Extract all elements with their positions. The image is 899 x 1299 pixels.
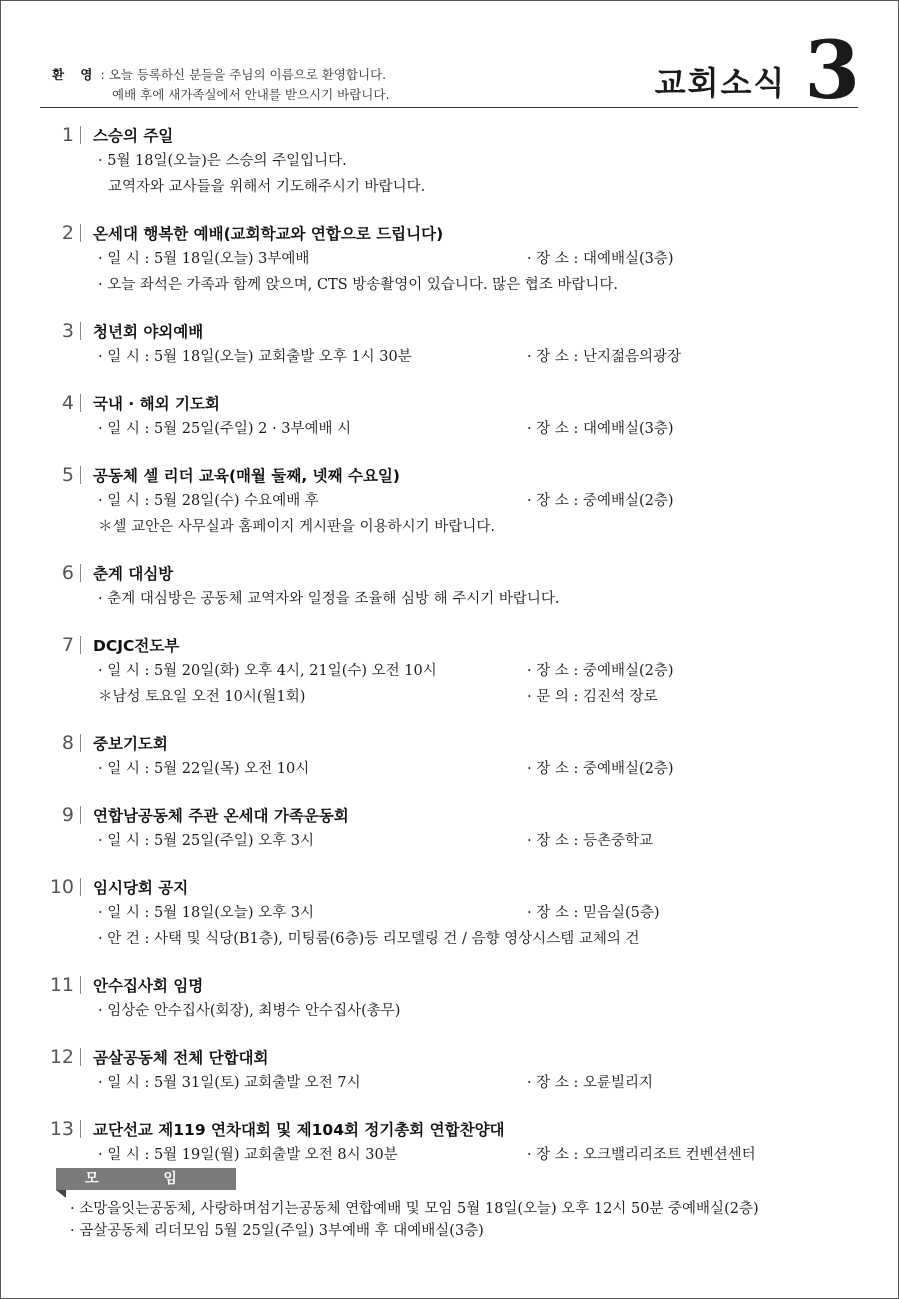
news-item [40, 318, 860, 370]
item-detail-line [40, 488, 860, 514]
detail-text: · 일 시 : 5월 19일(월) 교회출발 오전 8시 30분 [98, 1147, 398, 1163]
item-title: 국내 · 해외 기도회 [93, 395, 220, 413]
item-title: 춘계 대심방 [93, 565, 174, 583]
item-title: 공동체 셀 리더 교육(매월 둘째, 넷째 수요일) [93, 467, 400, 485]
detail-location: · 장 소 : 중예배실(2층) [527, 493, 674, 509]
item-number: 1 [61, 124, 74, 146]
news-item [40, 632, 860, 710]
news-item-header [40, 632, 860, 658]
number-divider [80, 878, 81, 896]
item-title: 연합남공동체 주관 온세대 가족운동회 [93, 807, 349, 825]
header-divider [40, 107, 858, 108]
detail-location: · 장 소 : 중예배실(2층) [527, 761, 674, 777]
gathering-line: · 소망을잇는공동체, 사랑하며섬기는공동체 연합예배 및 모임 5월 18일(오늘) 오후 12시 50분 중예배실(2층) [70, 1201, 759, 1217]
item-title: DCJC전도부 [93, 637, 180, 655]
item-detail-line [40, 586, 860, 612]
item-detail-line [40, 1142, 860, 1168]
detail-location: · 장 소 : 등촌중학교 [527, 833, 653, 849]
news-item-header [40, 972, 860, 998]
news-item-header [40, 220, 860, 246]
detail-location: · 장 소 : 믿음실(5층) [527, 905, 660, 921]
item-title: 곰살공동체 전체 단합대회 [93, 1049, 269, 1067]
item-title: 임시당회 공지 [93, 879, 189, 897]
item-detail-line [40, 1070, 860, 1096]
gathering-list [70, 1198, 759, 1242]
gathering-line: · 곰살공동체 리더모임 5월 25일(주일) 3부예배 후 대예배실(3층) [70, 1223, 484, 1239]
news-item [40, 802, 860, 854]
number-divider [80, 224, 81, 242]
number-divider [80, 976, 81, 994]
item-detail-line [40, 148, 860, 174]
item-title: 안수집사회 임명 [93, 977, 204, 995]
item-number: 8 [61, 732, 74, 754]
item-detail-line [40, 998, 860, 1024]
item-detail-line [40, 416, 860, 442]
item-number: 7 [61, 634, 74, 656]
news-item [40, 972, 860, 1024]
number-divider [80, 636, 81, 654]
news-item [40, 122, 860, 200]
detail-text: · 일 시 : 5월 22일(목) 오전 10시 [98, 761, 310, 777]
news-item-header [40, 730, 860, 756]
detail-text: · 일 시 : 5월 28일(수) 수요예배 후 [98, 493, 319, 509]
item-detail-line [40, 272, 860, 298]
detail-text: · 5월 18일(오늘)은 스승의 주일입니다. [98, 153, 347, 169]
item-title: 스승의 주일 [93, 127, 174, 145]
detail-text: · 임상순 안수집사(회장), 최병수 안수집사(총무) [98, 1003, 401, 1019]
news-item [40, 1116, 860, 1168]
detail-text: · 안 건 : 사택 및 식당(B1층), 미팅룸(6층)등 리모델링 건 / 음향 영상시스템 교체의 건 [98, 931, 640, 947]
page-number: 3 [804, 23, 860, 117]
item-detail-line [40, 900, 860, 926]
news-item [40, 874, 860, 952]
item-number: 4 [61, 392, 74, 414]
item-detail-line [40, 926, 860, 952]
item-detail-line [40, 828, 860, 854]
item-title: 청년회 야외예배 [93, 323, 204, 341]
label-triangle-decoration [56, 1190, 66, 1198]
detail-text: · 일 시 : 5월 25일(주일) 오후 3시 [98, 833, 315, 849]
news-item-header [40, 318, 860, 344]
detail-location: · 문 의 : 김진석 장로 [527, 689, 658, 705]
item-title: 중보기도회 [93, 735, 168, 753]
welcome-line-2: 예배 후에 새가족실에서 안내를 받으시기 바랍니다. [112, 87, 390, 102]
number-divider [80, 806, 81, 824]
number-divider [80, 734, 81, 752]
item-detail-line [40, 756, 860, 782]
detail-text: · 오늘 좌석은 가족과 함께 앉으며, CTS 방송촬영이 있습니다. 많은 협조 바랍니다. [98, 277, 619, 293]
news-item [40, 730, 860, 782]
item-number: 12 [49, 1046, 74, 1068]
detail-location: · 장 소 : 오륜빌리지 [527, 1075, 653, 1091]
item-detail-line [40, 658, 860, 684]
news-item-header [40, 874, 860, 900]
detail-location: · 장 소 : 난지젊음의광장 [527, 349, 681, 365]
number-divider [80, 394, 81, 412]
number-divider [80, 126, 81, 144]
welcome-line-1: : 오늘 등록하신 분들을 주님의 이름으로 환영합니다. [100, 67, 387, 82]
news-item [40, 560, 860, 612]
detail-text: · 일 시 : 5월 18일(오늘) 교회출발 오후 1시 30분 [98, 349, 412, 365]
item-detail-line [40, 174, 860, 200]
number-divider [80, 1048, 81, 1066]
detail-text: 교역자와 교사들을 위해서 기도해주시기 바랍니다. [108, 179, 426, 195]
item-number: 5 [61, 464, 74, 486]
detail-location: · 장 소 : 중예배실(2층) [527, 663, 674, 679]
detail-text: · 일 시 : 5월 18일(오늘) 오후 3시 [98, 905, 315, 921]
detail-text: ＊남성 토요일 오전 10시(월1회) [98, 689, 306, 705]
news-item [40, 220, 860, 298]
item-number: 3 [61, 320, 74, 342]
welcome-notice [52, 65, 389, 105]
detail-text: · 춘계 대심방은 공동체 교역자와 일정을 조율해 심방 해 주시기 바랍니다. [98, 591, 560, 607]
welcome-label: 환 영 [52, 67, 99, 82]
item-detail-line [40, 246, 860, 272]
news-item-header [40, 122, 860, 148]
detail-location: · 장 소 : 대예배실(3층) [527, 251, 674, 267]
detail-location: · 장 소 : 오크밸리리조트 컨벤션센터 [527, 1147, 756, 1163]
item-title: 온세대 행복한 예배(교회학교와 연합으로 드립니다) [93, 225, 444, 243]
detail-location: · 장 소 : 대예배실(3층) [527, 421, 674, 437]
item-number: 6 [61, 562, 74, 584]
news-item-header [40, 1116, 860, 1142]
news-item-header [40, 560, 860, 586]
number-divider [80, 322, 81, 340]
item-title: 교단선교 제119 연차대회 및 제104회 정기총회 연합찬양대 [93, 1121, 505, 1139]
detail-text: · 일 시 : 5월 18일(오늘) 3부예배 [98, 251, 310, 267]
detail-text: ＊셀 교안은 사무실과 홈페이지 게시판을 이용하시기 바랍니다. [98, 519, 495, 535]
item-number: 11 [49, 974, 74, 996]
detail-text: · 일 시 : 5월 31일(토) 교회출발 오전 7시 [98, 1075, 361, 1091]
number-divider [80, 466, 81, 484]
item-detail-line [40, 514, 860, 540]
item-detail-line [40, 344, 860, 370]
number-divider [80, 1120, 81, 1138]
number-divider [80, 564, 81, 582]
item-detail-line [40, 684, 860, 710]
news-item [40, 390, 860, 442]
gathering-label: 모 임 [56, 1168, 236, 1190]
item-number: 13 [49, 1118, 74, 1140]
detail-text: · 일 시 : 5월 25일(주일) 2 · 3부예배 시 [98, 421, 352, 437]
page-header [40, 23, 860, 117]
item-number: 2 [61, 222, 74, 244]
news-item-header [40, 802, 860, 828]
news-item-header [40, 462, 860, 488]
item-number: 9 [61, 804, 74, 826]
news-item [40, 1044, 860, 1096]
news-list [40, 122, 860, 1188]
title-block [654, 23, 860, 117]
news-item-header [40, 390, 860, 416]
news-item [40, 462, 860, 540]
detail-text: · 일 시 : 5월 20일(화) 오후 4시, 21일(수) 오전 10시 [98, 663, 437, 679]
item-number: 10 [49, 876, 74, 898]
news-item-header [40, 1044, 860, 1070]
page-title: 교회소식 [654, 64, 787, 102]
